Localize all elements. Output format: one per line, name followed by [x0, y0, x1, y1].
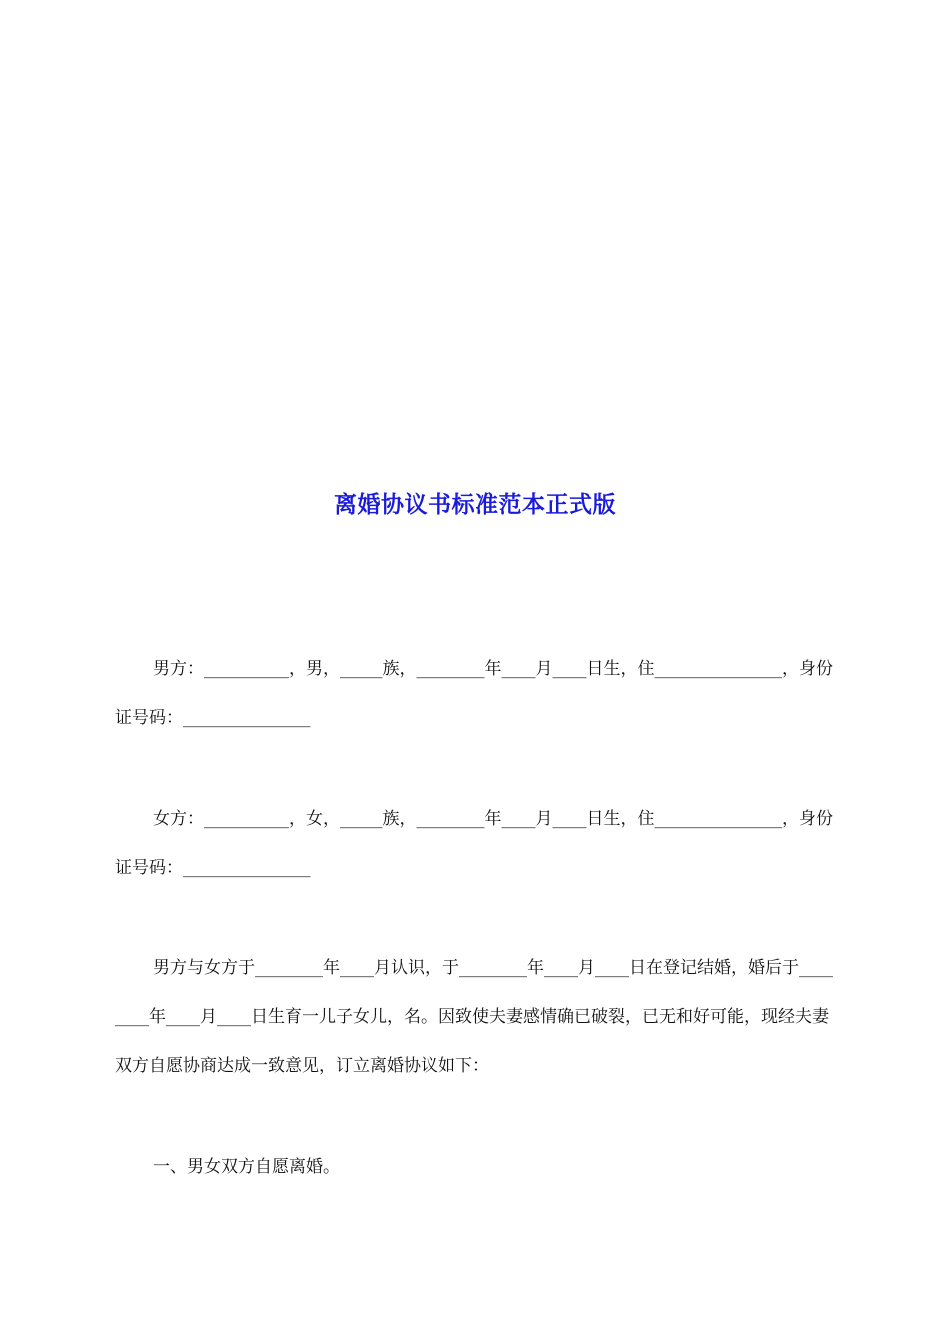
document-title: 离婚协议书标准范本正式版 [334, 491, 616, 518]
male-party-paragraph: 男方：__________，男，_____族，________年____月____日生，住_______________，身份证号码：_______________ [115, 659, 833, 728]
female-party-paragraph: 女方：__________，女，_____族，________年____月____日生，住_______________，身份证号码：_______________ [115, 809, 833, 878]
clause-one-paragraph: 一、男女双方自愿离婚。 [153, 1157, 340, 1177]
marriage-background-paragraph: 男方与女方于________年____月认识，于________年____月____日在登记结婚，婚后于________年____月____日生育一儿子女儿，名。因致使夫妻感情确已破裂，已无和好可能，现经夫妻双方自愿协商达成一致意见，订立离婚协议如下： [115, 958, 833, 1076]
